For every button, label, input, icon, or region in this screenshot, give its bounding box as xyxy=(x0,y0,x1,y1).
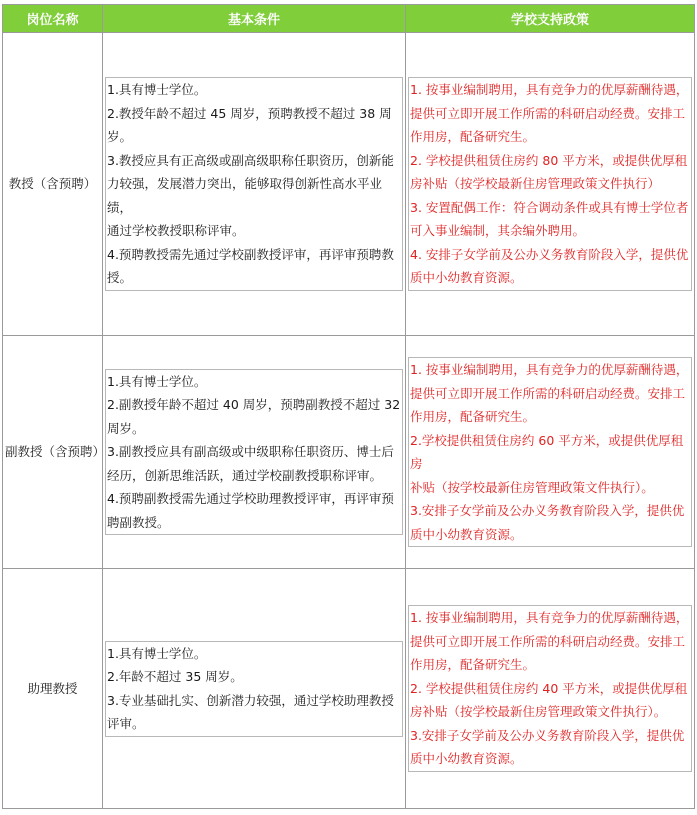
recruitment-table xyxy=(2,4,695,809)
table-row xyxy=(3,336,695,569)
policy-line: 3. 安置配偶工作：符合调动条件或具有博士学位者 xyxy=(410,199,689,215)
header-conditions: 基本条件 xyxy=(103,5,406,33)
position-name: 教授（含预聘） xyxy=(8,176,97,192)
policies-cell xyxy=(406,33,695,336)
position-name: 副教授（含预聘） xyxy=(5,444,106,460)
condition-line: 1.具有博士学位。 xyxy=(107,373,207,389)
policy-line: 提供可立即开展工作所需的科研启动经费。安排工 xyxy=(410,385,686,401)
condition-line: 3.专业基础扎实、创新潜力较强，通过学校助理教授 xyxy=(107,692,394,708)
policy-line: 2. 学校提供租赁住房约 40 平方米，或提供优厚租 xyxy=(410,680,688,696)
condition-line: 通过学校教授职称评审。 xyxy=(107,223,245,239)
policy-line: 房补贴（按学校最新住房管理政策文件执行） xyxy=(410,176,661,192)
policy-line: 作用房，配备研究生。 xyxy=(410,409,536,424)
policy-line: 质中小幼教育资源。 xyxy=(410,526,523,542)
conditions-cell xyxy=(103,336,406,569)
table-row xyxy=(3,33,695,336)
conditions-cell xyxy=(103,33,406,336)
condition-line: 授。 xyxy=(107,270,133,286)
condition-line: 3.副教授应具有副高级或中级职称任职资历、博士后 xyxy=(107,444,394,460)
position-cell xyxy=(3,569,103,809)
condition-line: 2.年龄不超过 35 周岁。 xyxy=(107,669,243,684)
condition-line: 1.具有博士学位。 xyxy=(107,82,207,98)
policies-cell xyxy=(406,569,695,809)
policy-line: 提供可立即开展工作所需的科研启动经费。安排工 xyxy=(410,105,686,121)
condition-line: 力较强，发展潜力突出，能够取得创新性高水平业绩， xyxy=(107,176,383,215)
policy-line: 3.安排子女学前及公办义务教育阶段入学，提供优 xyxy=(410,727,685,743)
policy-line: 质中小幼教育资源。 xyxy=(410,751,523,767)
policy-line: 2.学校提供租赁住房约 60 平方米，或提供优厚租房 xyxy=(410,432,684,471)
policy-line: 补贴（按学校最新住房管理政策文件执行）。 xyxy=(410,479,654,495)
table-row xyxy=(3,569,695,809)
policy-line: 4. 安排子女学前及公办义务教育阶段入学，提供优 xyxy=(410,246,689,262)
condition-line: 聘副教授。 xyxy=(107,514,170,530)
policies-cell xyxy=(406,336,695,569)
conditions-cell xyxy=(103,569,406,809)
condition-line: 周岁。 xyxy=(107,420,145,436)
position-name: 助理教授 xyxy=(27,680,78,696)
policy-line: 2. 学校提供租赁住房约 80 平方米，或提供优厚租 xyxy=(410,152,688,168)
policy-line: 3.安排子女学前及公办义务教育阶段入学，提供优 xyxy=(410,503,685,518)
condition-line: 2.教授年龄不超过 45 周岁，预聘教授不超过 38 周岁。 xyxy=(107,105,392,145)
condition-line: 4.预聘教授需先通过学校副教授评审，再评审预聘教 xyxy=(107,246,394,262)
policy-line: 可入事业编制，其余编外聘用。 xyxy=(410,223,586,239)
condition-line: 评审。 xyxy=(107,716,145,731)
policy-line: 1. 按事业编制聘用，具有竞争力的优厚薪酬待遇， xyxy=(410,82,689,98)
policy-line: 作用房，配备研究生。 xyxy=(410,129,536,145)
position-cell xyxy=(3,336,106,569)
header-policies: 学校支持政策 xyxy=(406,5,695,33)
policy-line: 质中小幼教育资源。 xyxy=(410,270,523,286)
condition-line: 1.具有博士学位。 xyxy=(107,645,207,661)
header-position: 岗位名称 xyxy=(3,5,103,33)
header-row xyxy=(3,5,695,33)
condition-line: 经历，创新思维活跃，通过学校副教授职称评审。 xyxy=(107,467,383,483)
policy-line: 提供可立即开展工作所需的科研启动经费。安排工 xyxy=(410,633,686,649)
condition-line: 2.副教授年龄不超过 40 周岁，预聘副教授不超过 32 xyxy=(107,397,401,413)
position-cell xyxy=(3,33,103,336)
condition-line: 4.预聘副教授需先通过学校助理教授评审，再评审预 xyxy=(107,491,394,507)
policy-line: 作用房，配备研究生。 xyxy=(410,657,536,673)
policy-line: 1. 按事业编制聘用，具有竞争力的优厚薪酬待遇， xyxy=(410,610,689,626)
policy-line: 房补贴（按学校最新住房管理政策文件执行）。 xyxy=(410,704,667,720)
policy-line: 1. 按事业编制聘用，具有竞争力的优厚薪酬待遇， xyxy=(410,362,689,377)
condition-line: 3.教授应具有正高级或副高级职称任职资历，创新能 xyxy=(107,152,394,168)
